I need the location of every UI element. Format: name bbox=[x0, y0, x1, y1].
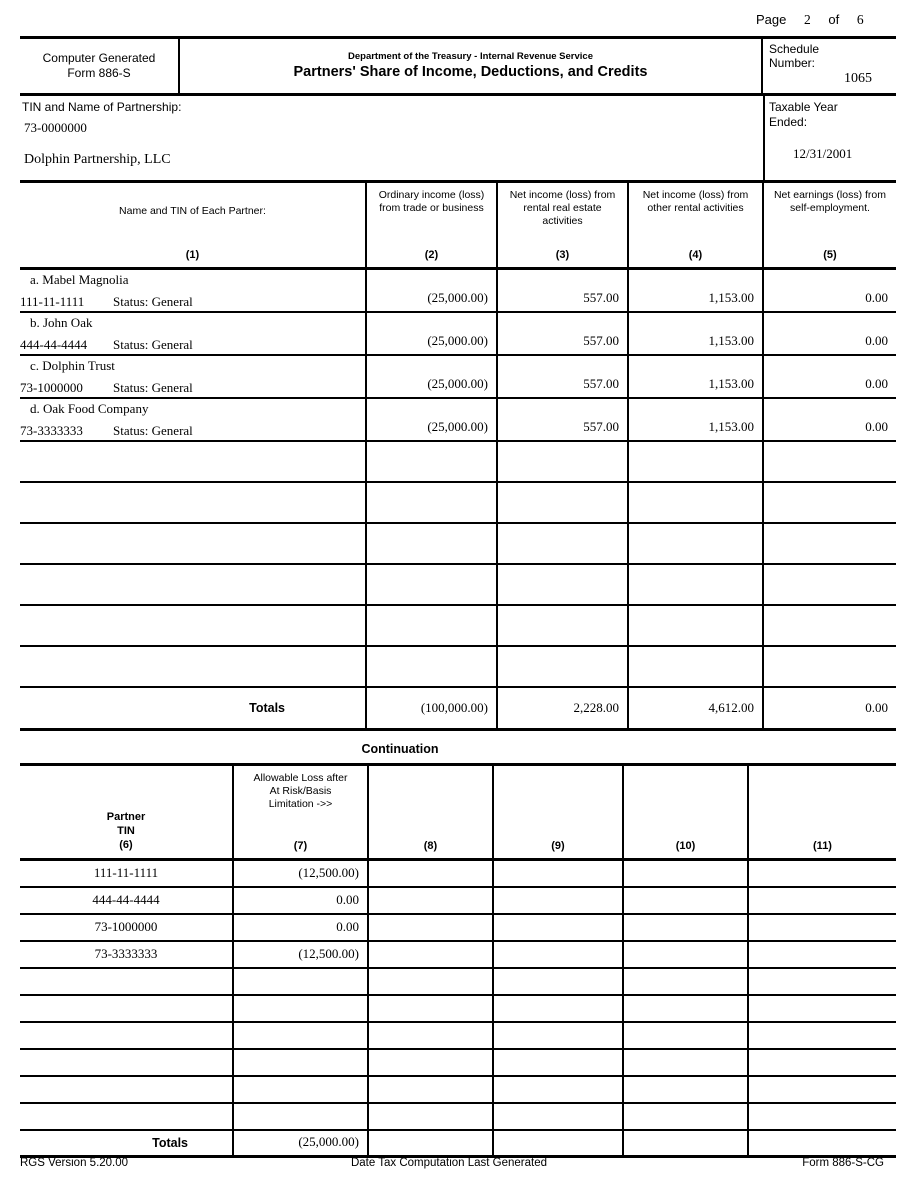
partner-b-name-cell bbox=[20, 312, 366, 355]
page-label: Page bbox=[756, 12, 787, 27]
col-header-6-label-line1: Partner bbox=[106, 811, 146, 823]
form-id-line2: Form 886-S bbox=[67, 66, 131, 80]
partner-status: Status: General bbox=[113, 294, 193, 309]
page-indicator bbox=[756, 12, 864, 28]
continuation-label: Continuation bbox=[361, 742, 439, 756]
col-header-7-label-line1: Allowable Loss after bbox=[253, 772, 348, 784]
col-header-3-number: (3) bbox=[555, 249, 570, 261]
empty-continuation-row bbox=[20, 1022, 896, 1049]
partner-row-b bbox=[20, 312, 896, 355]
col-header-9 bbox=[493, 765, 623, 860]
partnership-tin: 73-0000000 bbox=[24, 120, 87, 135]
self-employment-value: 0.00 bbox=[763, 269, 896, 312]
continuation-tin: 444-44-4444 bbox=[20, 887, 233, 914]
col-header-1-label: Name and TIN of Each Partner: bbox=[119, 204, 266, 217]
partnership-name: Dolphin Partnership, LLC bbox=[24, 152, 171, 167]
continuation-totals-row bbox=[20, 1130, 896, 1157]
col-header-8 bbox=[368, 765, 493, 860]
partner-tin: 444-44-4444 bbox=[20, 336, 88, 352]
empty-continuation-row bbox=[20, 995, 896, 1022]
continuation-table bbox=[20, 763, 896, 1158]
form-id-box bbox=[20, 39, 178, 93]
partner-status: Status: General bbox=[113, 422, 193, 438]
partner-c-name-cell bbox=[20, 355, 366, 398]
agency-line: Department of the Treasury - Internal Revenue Service bbox=[348, 51, 593, 62]
taxable-year-ended: 12/31/2001 bbox=[793, 146, 853, 161]
form-title: Partners' Share of Income, Deductions, and Credits bbox=[293, 64, 648, 80]
other-rental-value: 1,153.00 bbox=[628, 398, 763, 441]
col-header-3-label: Net income (loss) from rental real estate activities bbox=[509, 189, 616, 227]
col-header-5-number: (5) bbox=[823, 249, 837, 261]
self-employment-value: 0.00 bbox=[763, 398, 896, 441]
partner-d-name-cell bbox=[20, 398, 366, 441]
allowable-loss-value: 0.00 bbox=[233, 887, 368, 914]
partner-tin-line bbox=[20, 423, 365, 438]
page-number: 2 bbox=[804, 12, 811, 27]
continuation-tin: 73-1000000 bbox=[20, 914, 233, 941]
continuation-row bbox=[20, 914, 896, 941]
col-header-2-label: Ordinary income (loss) from trade or business bbox=[378, 189, 485, 214]
empty-continuation-row bbox=[20, 968, 896, 995]
form-id-line1: Computer Generated bbox=[42, 51, 156, 65]
schedule-label-line2: Number: bbox=[769, 56, 816, 70]
footer-version-text: RGS Version 5.20.00 bbox=[20, 1157, 129, 1169]
empty-partner-row bbox=[20, 646, 896, 687]
col-header-7-label-line2: At Risk/Basis bbox=[269, 785, 332, 797]
totals-rental-real-estate: 2,228.00 bbox=[497, 687, 628, 730]
self-employment-value: 0.00 bbox=[763, 355, 896, 398]
page-of-label: of bbox=[828, 12, 840, 27]
continuation-table-header bbox=[20, 765, 896, 860]
partnership-label: TIN and Name of Partnership: bbox=[22, 100, 182, 114]
col-header-7 bbox=[233, 765, 368, 860]
allowable-loss-value: (12,500.00) bbox=[233, 941, 368, 968]
col-header-7-label-line3: Limitation ->> bbox=[268, 798, 333, 810]
partner-tin: 73-3333333 bbox=[20, 422, 83, 438]
self-employment-value: 0.00 bbox=[763, 312, 896, 355]
ordinary-income-value: (25,000.00) bbox=[366, 355, 497, 398]
partner-row-a bbox=[20, 269, 896, 312]
partner-name: b. John Oak bbox=[30, 314, 93, 330]
partner-tin: 111-11-1111 bbox=[20, 294, 85, 309]
col-header-5 bbox=[763, 182, 896, 269]
totals-self-employment: 0.00 bbox=[763, 687, 896, 730]
empty-partner-row bbox=[20, 482, 896, 523]
col-header-10-number: (10) bbox=[675, 840, 696, 852]
col-header-8-number: (8) bbox=[423, 840, 438, 852]
partner-tin-line bbox=[20, 294, 365, 309]
taxable-year-label-line2: Ended: bbox=[769, 115, 808, 129]
col-header-4-number: (4) bbox=[688, 249, 703, 261]
empty-partner-row bbox=[20, 605, 896, 646]
col-header-6-label-line2: TIN bbox=[117, 825, 135, 837]
rental-real-estate-value: 557.00 bbox=[497, 312, 628, 355]
col-header-10 bbox=[623, 765, 748, 860]
partner-name: d. Oak Food Company bbox=[30, 400, 149, 416]
partner-name: c. Dolphin Trust bbox=[30, 357, 115, 373]
col-header-6 bbox=[20, 765, 233, 860]
empty-partner-row bbox=[20, 523, 896, 564]
continuation-row bbox=[20, 887, 896, 914]
partner-row-c bbox=[20, 355, 896, 398]
footer-center-text: Date Tax Computation Last Generated bbox=[350, 1157, 548, 1169]
other-rental-value: 1,153.00 bbox=[628, 269, 763, 312]
partner-status: Status: General bbox=[113, 336, 193, 352]
totals-label: Totals bbox=[20, 687, 366, 730]
col-header-3 bbox=[497, 182, 628, 269]
totals-ordinary-income: (100,000.00) bbox=[366, 687, 497, 730]
schedule-number-box bbox=[763, 39, 896, 93]
ordinary-income-value: (25,000.00) bbox=[366, 398, 497, 441]
col-header-5-label: Net earnings (loss) from self-employment. bbox=[773, 189, 887, 214]
form-header bbox=[20, 36, 896, 96]
rental-real-estate-value: 557.00 bbox=[497, 355, 628, 398]
page-total: 6 bbox=[856, 12, 864, 27]
col-header-7-number: (7) bbox=[293, 840, 308, 852]
taxable-year-box bbox=[763, 96, 896, 180]
col-header-11-number: (11) bbox=[813, 840, 832, 852]
col-header-4-label: Net income (loss) from other rental activities bbox=[642, 189, 749, 214]
col-header-1-number: (1) bbox=[185, 248, 200, 261]
empty-continuation-row bbox=[20, 1103, 896, 1130]
other-rental-value: 1,153.00 bbox=[628, 312, 763, 355]
allowable-loss-value: 0.00 bbox=[233, 914, 368, 941]
taxable-year-label-line1: Taxable Year bbox=[769, 100, 838, 114]
main-totals-row bbox=[20, 687, 896, 730]
rental-real-estate-value: 557.00 bbox=[497, 398, 628, 441]
partner-tin-line bbox=[20, 337, 365, 352]
partner-tin-line bbox=[20, 380, 365, 395]
col-header-2-number: (2) bbox=[424, 249, 439, 261]
empty-continuation-row bbox=[20, 1076, 896, 1103]
other-rental-value: 1,153.00 bbox=[628, 355, 763, 398]
partner-row-d bbox=[20, 398, 896, 441]
empty-continuation-row bbox=[20, 1049, 896, 1076]
empty-partner-row bbox=[20, 441, 896, 482]
totals-other-rental: 4,612.00 bbox=[628, 687, 763, 730]
col-header-1 bbox=[20, 182, 366, 269]
ordinary-income-value: (25,000.00) bbox=[366, 312, 497, 355]
continuation-row bbox=[20, 941, 896, 968]
allowable-loss-value: (12,500.00) bbox=[233, 860, 368, 887]
col-header-2 bbox=[366, 182, 497, 269]
continuation-tin: 111-11-1111 bbox=[20, 860, 233, 887]
ordinary-income-value: (25,000.00) bbox=[366, 269, 497, 312]
schedule-number: 1065 bbox=[844, 71, 872, 86]
partners-table bbox=[20, 180, 896, 731]
footer-form-id: Form 886-S-CG bbox=[802, 1157, 884, 1169]
col-header-6-number: (6) bbox=[119, 839, 133, 851]
partner-status: Status: General bbox=[113, 379, 193, 395]
continuation-row bbox=[20, 860, 896, 887]
partner-name: a. Mabel Magnolia bbox=[30, 272, 129, 287]
col-header-11 bbox=[748, 765, 896, 860]
continuation-totals-label: Totals bbox=[20, 1130, 233, 1157]
partners-table-header bbox=[20, 182, 896, 269]
rental-real-estate-value: 557.00 bbox=[497, 269, 628, 312]
col-header-4 bbox=[628, 182, 763, 269]
empty-partner-row bbox=[20, 564, 896, 605]
form-title-box bbox=[178, 39, 763, 93]
partner-tin: 73-1000000 bbox=[20, 379, 83, 395]
schedule-label-line1: Schedule bbox=[769, 42, 820, 56]
partnership-section bbox=[20, 96, 896, 180]
partner-a-name-cell bbox=[20, 269, 366, 312]
col-header-9-number: (9) bbox=[551, 840, 565, 852]
continuation-tin: 73-3333333 bbox=[20, 941, 233, 968]
continuation-totals-value: (25,000.00) bbox=[233, 1130, 368, 1157]
